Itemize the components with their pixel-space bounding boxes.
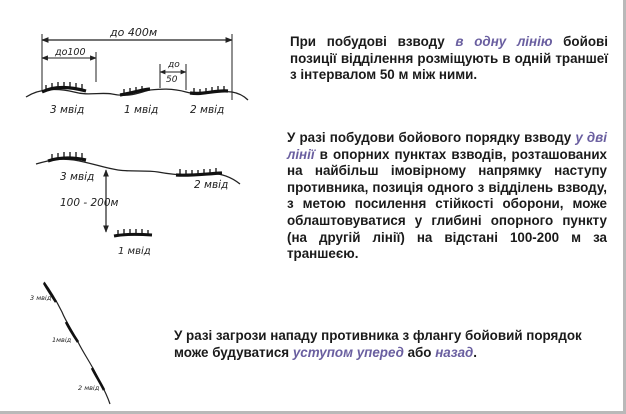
para1-highlight: в одну лінію [455, 34, 553, 49]
para1-text-2: бойові позиції відділення розміщують в одній траншеї з інтервалом 50 м між ними. [290, 34, 608, 83]
echelon-diagram [30, 282, 110, 404]
position-3-label: 3 мвід [50, 104, 85, 116]
position-2 [190, 91, 228, 94]
echelon-position-3-label: 3 мвід [30, 294, 52, 302]
position-2-label: 2 мвід [190, 104, 225, 116]
paragraph-one-line [290, 34, 608, 84]
front-position-2-label: 2 мвід [194, 179, 229, 191]
paragraph-echelon [174, 328, 614, 361]
front-position-3 [48, 158, 86, 161]
depth-label: 100 - 200м [60, 197, 119, 209]
rear-position-1-label: 1 мвід [118, 246, 151, 257]
dimension-left-label: до100 [55, 47, 86, 58]
rear-position-1 [114, 234, 152, 236]
echelon-position-1-label: 1мвід [52, 336, 72, 344]
para2-highlight: у дві лінії [287, 130, 607, 162]
para3-text-3: . [473, 344, 478, 360]
dimension-gap-bottom: 50 [166, 75, 178, 85]
dimension-gap-top: до [168, 60, 180, 70]
para3-highlight-back: назад [435, 344, 474, 360]
para2-text-1: У разі побудови бойового порядку взводу [287, 130, 576, 145]
para3-text-1: У разі загрози нападу противника з флангу бойовий порядок може будуватися [174, 328, 582, 360]
two-lines-diagram [36, 152, 240, 257]
para2-text-2: в опорних пунктах взводів, розташованих на найбільш імовірному напрямку наступу противника, позиція одного з відділень взводу, з метою посилення стійкості оборони, може облаштовуватися у глибині опорного пункту (на другій лінії) на відстані 100-200 м за траншеєю. [287, 146, 607, 262]
paragraph-two-lines [287, 130, 607, 263]
para1-text-1: При побудові взводу [290, 34, 456, 49]
front-position-2 [176, 173, 222, 175]
para3-text-2: або [403, 344, 436, 360]
front-position-3-label: 3 мвід [60, 171, 95, 183]
dimension-total-label: до 400м [110, 26, 158, 39]
echelon-position-2-label: 2 мвід [78, 384, 100, 392]
para3-highlight-forward: уступом уперед [292, 344, 404, 360]
position-1-label: 1 мвід [124, 104, 159, 116]
one-line-diagram [26, 26, 248, 116]
